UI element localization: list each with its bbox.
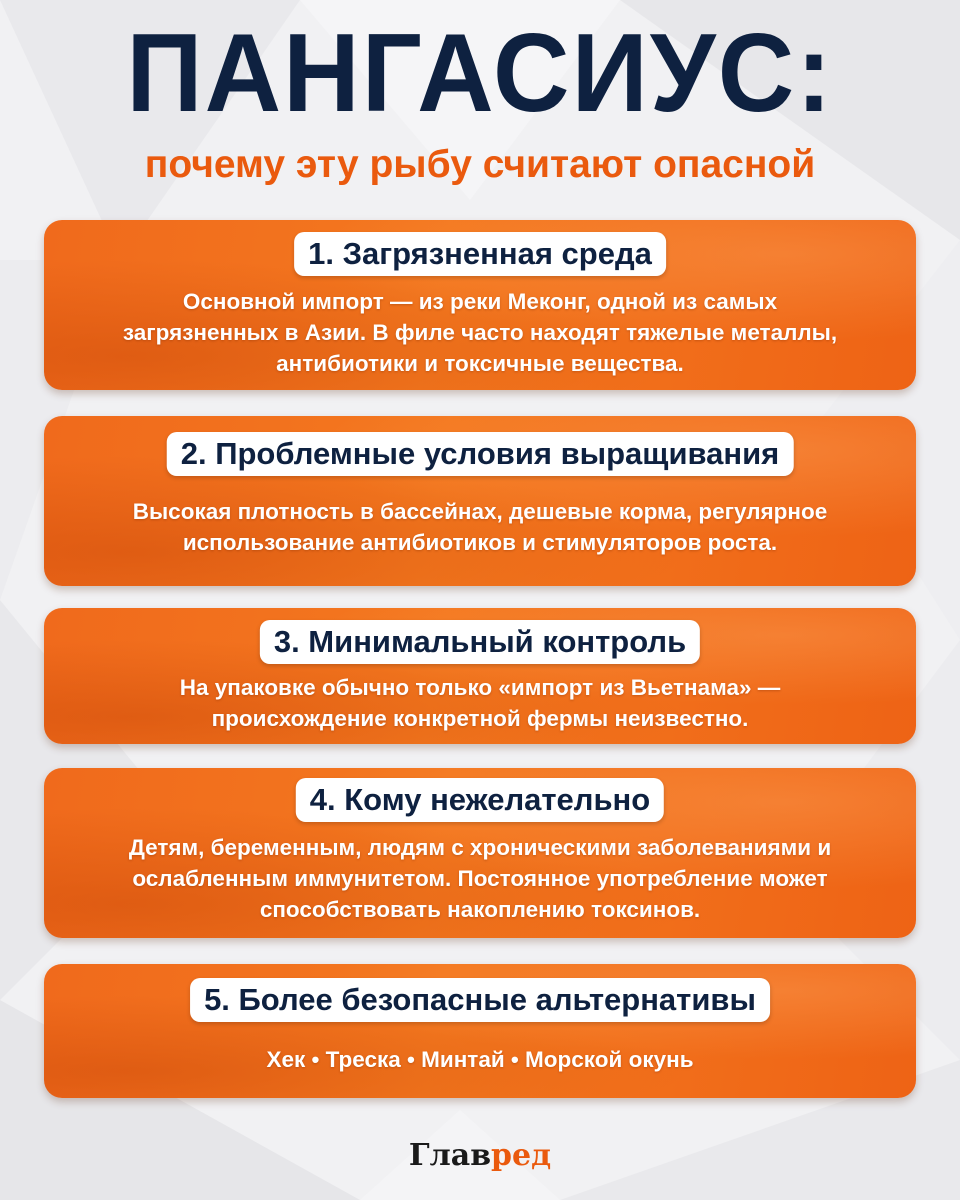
card-heading: 4. Кому нежелательно	[296, 778, 664, 822]
card-text: Основной импорт — из реки Меконг, одной из самых загрязненных в Азии. В филе часто находят тяжелые металлы, антибиотики и токсичные вещества.	[122, 289, 838, 376]
header	[0, 11, 960, 188]
brand-logo-part2: ред	[491, 1138, 552, 1173]
card-farming-conditions	[44, 416, 916, 586]
card-heading: 5. Более безопасные альтернативы	[190, 978, 770, 1022]
card-text: На упаковке обычно только «импорт из Вьетнама» — происхождение конкретной фермы неизвестно.	[179, 675, 781, 731]
card-heading: 2. Проблемные условия выращивания	[167, 432, 794, 476]
card-minimal-control	[44, 608, 916, 744]
card-text: Хек • Треска • Минтай • Морской окунь	[266, 1047, 694, 1072]
page-title: ПАНГАСИУС:	[126, 11, 834, 135]
brand-logo-part1: Глав	[408, 1138, 492, 1173]
page-subtitle: почему эту рыбу считают опасной	[144, 143, 816, 186]
card-not-recommended	[44, 768, 916, 938]
card-text: Детям, беременным, людям с хроническими заболеваниями и ослабленным иммунитетом. Постоянное употребление может способствовать накоплению токсинов.	[128, 835, 832, 922]
card-text: Высокая плотность в бассейнах, дешевые корма, регулярное использование антибиотиков и стимуляторов роста.	[132, 499, 828, 555]
card-heading: 3. Минимальный контроль	[260, 620, 700, 664]
card-heading: 1. Загрязненная среда	[294, 232, 666, 276]
card-polluted-environment	[44, 220, 916, 390]
brand-logo	[0, 1138, 960, 1173]
card-safer-alternatives	[44, 964, 916, 1098]
